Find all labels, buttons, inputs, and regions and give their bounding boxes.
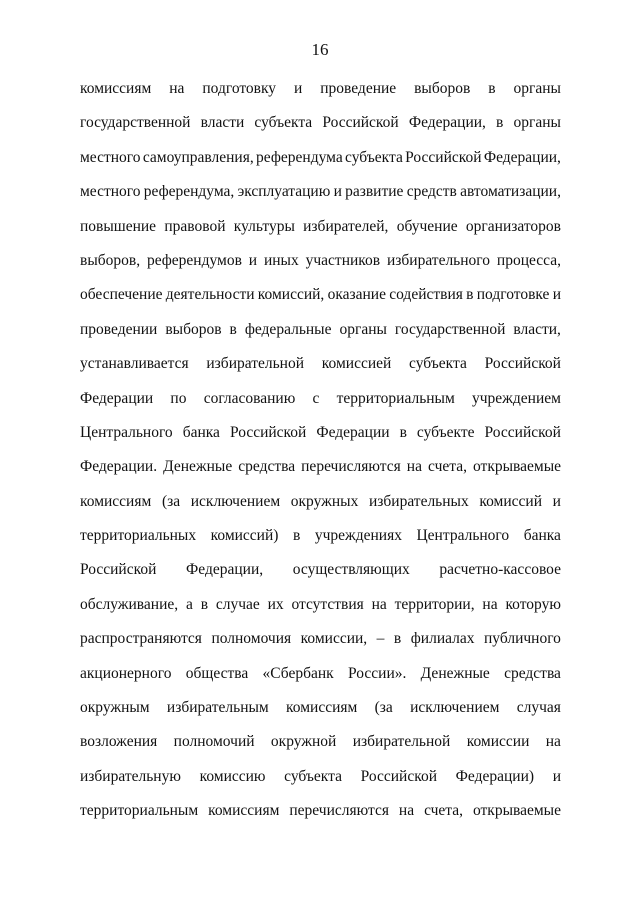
text-line xyxy=(80,696,561,730)
text-line xyxy=(80,352,561,386)
word: избирательным xyxy=(166,699,269,717)
word: акционерного xyxy=(80,664,172,682)
word: Центрального xyxy=(416,527,510,545)
word: самоуправления, xyxy=(142,148,254,166)
word: процесса, xyxy=(496,251,561,269)
word: перечисляются xyxy=(289,802,389,820)
word: возложения xyxy=(80,733,158,751)
word: выборов xyxy=(165,320,222,338)
word: деятельности xyxy=(165,286,255,304)
text-line xyxy=(80,765,561,799)
word: случая xyxy=(516,699,561,717)
word: распространяются xyxy=(80,630,202,648)
text-line xyxy=(80,662,561,696)
word: субъекте xyxy=(416,423,475,441)
word: исключением xyxy=(190,492,281,510)
word: проведении xyxy=(80,320,158,338)
word: участников xyxy=(305,251,381,269)
word: окружным xyxy=(80,699,150,717)
word: иных xyxy=(263,251,299,269)
word: в xyxy=(229,320,237,338)
page-number: 16 xyxy=(311,40,329,59)
word: государственной xyxy=(394,320,506,338)
word: банка xyxy=(523,527,561,545)
word: субъекта xyxy=(409,355,467,373)
word: на xyxy=(169,80,185,97)
text-line xyxy=(80,730,561,764)
word: полномочия xyxy=(211,630,292,648)
word: по xyxy=(170,389,187,407)
word: перечисляются xyxy=(301,458,401,476)
word: территориальных xyxy=(80,527,197,545)
word: территориальным xyxy=(336,389,455,407)
text-line xyxy=(80,799,561,833)
word: и xyxy=(552,767,561,785)
word: местного xyxy=(80,183,141,201)
word: и xyxy=(248,251,258,269)
text-line xyxy=(80,283,561,317)
word: устанавливается xyxy=(80,355,189,373)
word: расчетно-кассовое xyxy=(439,561,561,579)
word: Денежные xyxy=(163,458,233,476)
word: организаторов xyxy=(465,217,561,235)
word: полномочий xyxy=(173,733,255,751)
word: комиссиям xyxy=(208,802,280,820)
text-line xyxy=(80,490,561,524)
word: содействия xyxy=(389,286,463,304)
word: правовой xyxy=(164,217,226,235)
word: – xyxy=(376,630,385,648)
word: местного xyxy=(80,148,141,166)
word: средств xyxy=(406,183,457,201)
word: Центрального xyxy=(80,423,173,441)
word: Российской xyxy=(405,148,482,166)
word: подготовку xyxy=(202,80,277,97)
word: в xyxy=(393,630,402,648)
text-line xyxy=(80,77,561,111)
text-line xyxy=(80,524,561,558)
word: учреждениях xyxy=(314,527,402,545)
word: обслуживание, xyxy=(80,595,179,613)
word: комиссиям xyxy=(80,492,152,510)
word: в xyxy=(466,286,474,304)
word: проведение xyxy=(320,80,397,97)
word: общества xyxy=(185,664,249,682)
word: учреждением xyxy=(472,389,561,407)
word: Российской xyxy=(80,561,157,579)
text-line xyxy=(80,111,561,145)
word: выборов xyxy=(414,80,471,97)
word: федеральные xyxy=(244,320,332,338)
word: исключением xyxy=(410,699,500,717)
word: Федерации, xyxy=(483,148,561,166)
word: комиссиям xyxy=(80,80,152,97)
word: подготовке xyxy=(476,286,550,304)
word: органы xyxy=(513,80,561,97)
word: в xyxy=(488,80,496,97)
word: Российской xyxy=(360,767,438,785)
word: власти, xyxy=(513,320,561,338)
word: комиссий xyxy=(479,492,543,510)
word: в xyxy=(399,423,407,441)
word: оказание xyxy=(327,286,386,304)
word: референдума xyxy=(256,148,343,166)
word: на xyxy=(398,802,415,820)
word: повышение xyxy=(80,217,157,235)
word: и xyxy=(552,286,561,304)
word: а xyxy=(185,595,193,613)
word: Федерации xyxy=(80,389,154,407)
word: в xyxy=(200,595,209,613)
word: культуры xyxy=(233,217,295,235)
word: избирателей, xyxy=(303,217,389,235)
word: развитие xyxy=(345,183,404,201)
word: субъекта xyxy=(284,767,342,785)
word: комиссии, xyxy=(300,630,368,648)
word: открываемые xyxy=(473,458,561,476)
text-line xyxy=(80,421,561,455)
text-line xyxy=(80,146,561,180)
word: выборов, xyxy=(80,251,141,269)
text-line xyxy=(80,180,561,214)
word: избирательную xyxy=(80,767,181,785)
word: органы xyxy=(513,114,561,132)
word: публичного xyxy=(484,630,561,648)
word: и xyxy=(333,183,342,201)
word: органы xyxy=(339,320,387,338)
word: Федерации. xyxy=(80,458,158,476)
word: субъекта xyxy=(254,114,313,132)
word: избирательного xyxy=(386,251,491,269)
word: окружной xyxy=(270,733,337,751)
word: Российской xyxy=(322,114,399,132)
word: «Сбербанк xyxy=(262,664,334,682)
word: (за xyxy=(374,699,393,717)
text-line xyxy=(80,318,561,352)
word: комиссиям xyxy=(286,699,358,717)
word: на xyxy=(482,595,498,613)
word: России». xyxy=(348,664,407,682)
word: счета, xyxy=(428,458,467,476)
text-line xyxy=(80,455,561,489)
word: автоматизации, xyxy=(460,183,561,201)
word: эксплуатацию xyxy=(237,183,331,201)
text-line xyxy=(80,215,561,249)
word: и xyxy=(294,80,303,97)
text-line xyxy=(80,627,561,661)
word: территории, xyxy=(394,595,475,613)
word: филиалах xyxy=(410,630,475,648)
word: (за xyxy=(161,492,181,510)
word: открываемые xyxy=(472,802,561,820)
word: средства xyxy=(504,664,561,682)
word: Российской xyxy=(229,423,307,441)
word: Денежные xyxy=(420,664,490,682)
word: обеспечение xyxy=(80,286,163,304)
word: в xyxy=(496,114,504,132)
text-line xyxy=(80,558,561,592)
text-line xyxy=(80,249,561,283)
text-line xyxy=(80,387,561,421)
word: субъекта xyxy=(345,148,403,166)
word: референдума, xyxy=(143,183,235,201)
word: референдумов xyxy=(146,251,242,269)
word: обучение xyxy=(396,217,458,235)
word: отсутствия xyxy=(291,595,364,613)
word: Российской xyxy=(484,355,561,373)
word: осуществляющих xyxy=(292,561,410,579)
word: на xyxy=(545,733,561,751)
word: комиссий, xyxy=(257,286,325,304)
word: территориальным xyxy=(80,802,199,820)
word: банка xyxy=(182,423,220,441)
word: избирательной xyxy=(206,355,305,373)
word: комиссий) xyxy=(210,527,279,545)
word: на xyxy=(371,595,387,613)
word: с xyxy=(312,389,320,407)
word: счета, xyxy=(424,802,464,820)
word: случае xyxy=(215,595,260,613)
word: комиссию xyxy=(199,767,266,785)
word: согласованию xyxy=(203,389,296,407)
word: на xyxy=(406,458,422,476)
body-text xyxy=(80,77,561,834)
word: избирательных xyxy=(368,492,469,510)
word: комиссии xyxy=(466,733,530,751)
word: их xyxy=(267,595,284,613)
word: избирательной xyxy=(352,733,451,751)
word: окружных xyxy=(290,492,359,510)
word: комиссией xyxy=(321,355,392,373)
word: Федерации, xyxy=(408,114,486,132)
word: власти xyxy=(200,114,245,132)
word: Федерации, xyxy=(186,561,264,579)
word: и xyxy=(552,492,561,510)
word: Федерации) xyxy=(455,767,535,785)
word: которую xyxy=(505,595,561,613)
word: средства xyxy=(238,458,296,476)
word: в xyxy=(292,527,301,545)
text-line xyxy=(80,593,561,627)
word: Федерации xyxy=(316,423,390,441)
word: государственной xyxy=(80,114,191,132)
word: Российской xyxy=(484,423,561,441)
